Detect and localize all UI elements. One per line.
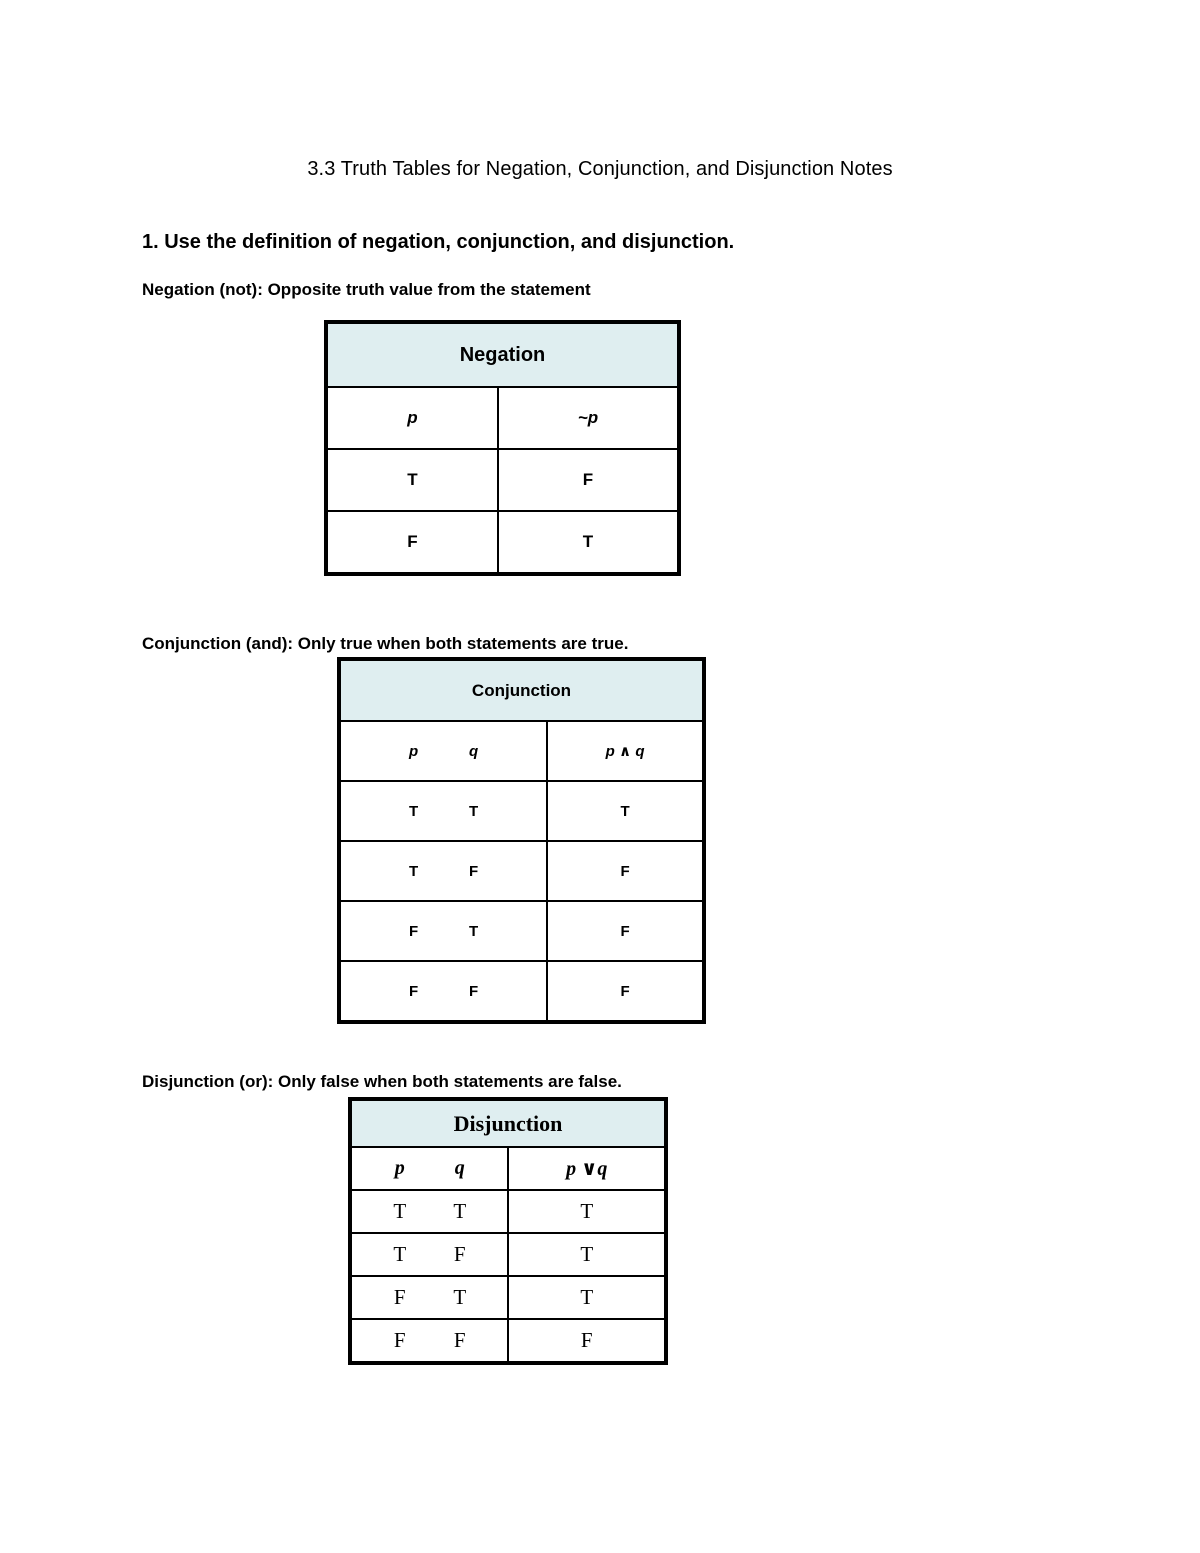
disjunction-table-title: Disjunction (350, 1099, 666, 1147)
cell-result: F (547, 841, 704, 901)
page-title: 3.3 Truth Tables for Negation, Conjunction, and Disjunction Notes (307, 158, 893, 180)
conjunction-truth-table (337, 657, 706, 1024)
column-header-p: p (408, 742, 419, 760)
cell-q: F (468, 862, 479, 880)
table-row (339, 961, 704, 1022)
cell-result: T (508, 1233, 666, 1276)
cell-p: F (408, 922, 419, 940)
disjunction-description: Disjunction (or): Only false when both statements are false. (142, 1072, 622, 1091)
cell-not-p: T (498, 511, 679, 574)
table-row (350, 1319, 666, 1363)
cell-result: T (508, 1190, 666, 1233)
table-row (350, 1276, 666, 1319)
column-header-not-p: ~p (498, 387, 679, 449)
table-header-row (339, 721, 704, 781)
cell-p: F (408, 982, 419, 1000)
table-header-row (326, 387, 679, 449)
negation-table-title: Negation (326, 322, 679, 387)
cell-not-p: F (498, 449, 679, 511)
table-header-row (350, 1147, 666, 1190)
column-header-q: q (454, 1157, 465, 1179)
table-row (339, 841, 704, 901)
disjunction-truth-table (348, 1097, 668, 1365)
cell-p: T (393, 1242, 407, 1266)
column-header-p-q (339, 721, 547, 781)
cell-q: T (453, 1285, 467, 1309)
cell-p: T (326, 449, 498, 511)
section-heading: 1. Use the definition of negation, conjunction, and disjunction. (142, 231, 735, 253)
column-header-q: q (468, 742, 479, 760)
cell-q: F (468, 982, 479, 1000)
cell-q: F (453, 1242, 466, 1266)
column-header-p-and-q: p ∧ q (547, 721, 704, 781)
conjunction-description: Conjunction (and): Only true when both statements are true. (142, 634, 629, 653)
cell-p: F (393, 1285, 406, 1309)
cell-q: T (468, 802, 479, 820)
table-row (339, 781, 704, 841)
cell-p: T (393, 1199, 407, 1223)
column-header-p-q (350, 1147, 508, 1190)
cell-q: T (468, 922, 479, 940)
conjunction-table-title: Conjunction (339, 659, 704, 721)
negation-description: Negation (not): Opposite truth value from the statement (142, 280, 591, 299)
table-row (326, 511, 679, 574)
cell-result: F (508, 1319, 666, 1363)
cell-p: F (393, 1328, 406, 1352)
cell-q: T (453, 1199, 467, 1223)
column-header-p-or-q: p ∨q (508, 1147, 666, 1190)
cell-p: F (326, 511, 498, 574)
cell-q: F (453, 1328, 466, 1352)
negation-truth-table (324, 320, 681, 576)
table-row (350, 1190, 666, 1233)
column-header-p: p (394, 1157, 405, 1179)
cell-result: T (508, 1276, 666, 1319)
table-row (339, 901, 704, 961)
table-row (350, 1233, 666, 1276)
column-header-p: p (326, 387, 498, 449)
table-row (326, 449, 679, 511)
cell-p: T (408, 862, 419, 880)
cell-result: F (547, 961, 704, 1022)
cell-result: T (547, 781, 704, 841)
cell-result: F (547, 901, 704, 961)
cell-p: T (408, 802, 419, 820)
